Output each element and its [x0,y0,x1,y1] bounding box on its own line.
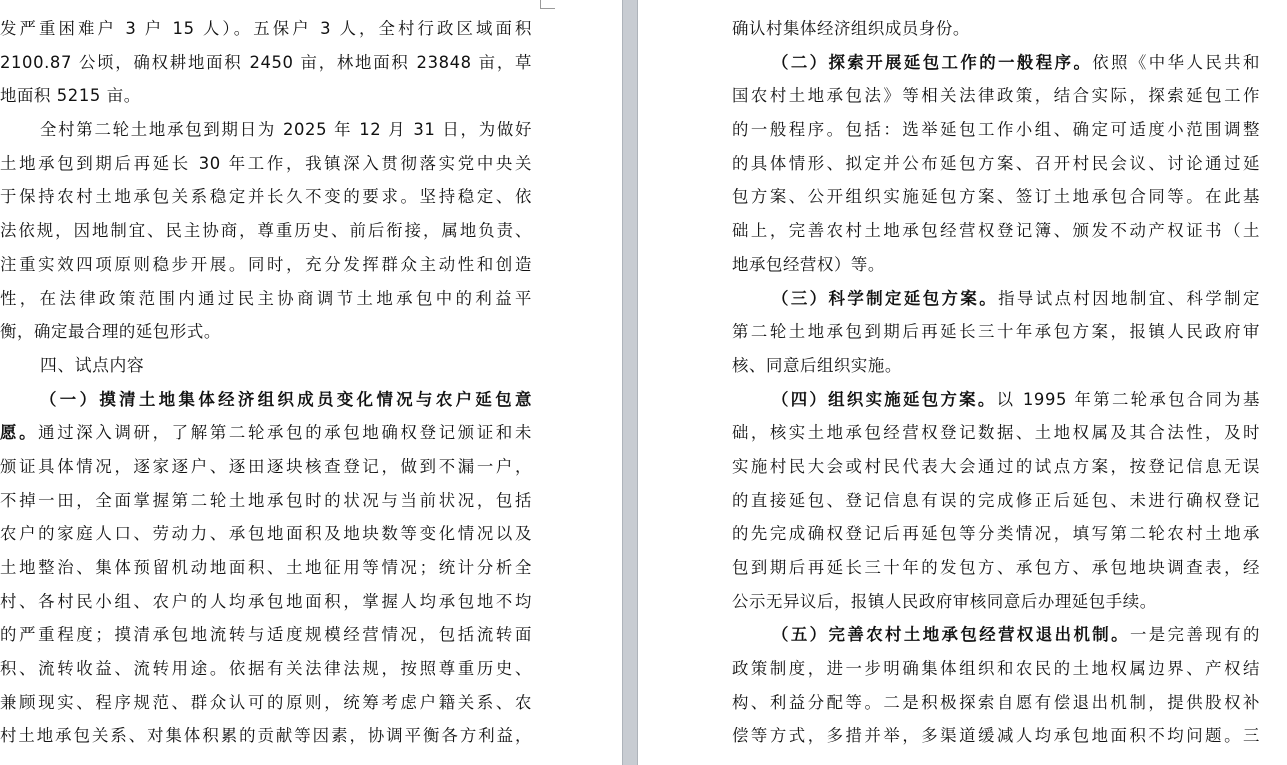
subsection-heading: （四）组织实施延包方案。 [772,389,997,409]
paragraph-text: 通过深入调研，了解第二轮承包的承包地确权登记颁证和未 [38,423,532,443]
paragraph-line: 第二轮土地承包到期后再延长三十年承包方案，报镇人民政府审 [732,322,1260,342]
subsection-heading: （五）完善农村土地承包经营权退出机制。 [772,625,1130,645]
paragraph-line: 于保持农村土地承包关系稳定并长久不变的要求。坚持稳定、依 [0,187,532,207]
page-corner-mark [540,0,555,9]
paragraph-line: 确认村集体经济组织成员身份。 [732,19,970,38]
page-left-text [0,12,532,753]
paragraph-line [732,282,1260,316]
paragraph-line: 实施村民大会或村民代表大会通过的试点方案，按登记信息无误 [732,456,1260,476]
section-heading: 四、试点内容 [40,354,145,375]
paragraph-line [0,416,532,450]
paragraph-text: 依照《中华人民共和 [1092,52,1260,72]
paragraph-line: 构、利益分配等。二是积极探索自愿有偿退出机制，提供股权补 [732,692,1260,712]
paragraph-line: 发严重困难户 3 户 15 人）。五保户 3 人，全村行政区域面积 [0,19,532,38]
paragraph-text: 指导试点村因地制宜、科学制定 [998,288,1260,308]
paragraph-line [732,383,1260,417]
paragraph-line: 公示无异议后，报镇人民政府审核同意后办理延包手续。 [732,591,1157,611]
paragraph-line: 包方案、公开组织实施延包方案、签订土地承包合同等。在此基 [732,187,1260,207]
paragraph-line: 的一般程序。包括：选举延包工作小组、确定可适度小范围调整 [732,120,1260,140]
paragraph-line: 土地承包到期后再延长 30 年工作，我镇深入贯彻落实党中央关 [0,153,532,173]
paragraph-line: 2100.87 公顷，确权耕地面积 2450 亩，林地面积 23848 亩，草 [0,52,532,72]
paragraph-line: 不掉一田，全面掌握第二轮土地承包时的状况与当前状况，包括 [0,490,532,510]
paragraph-line: 地面积 5215 亩。 [0,86,141,106]
paragraph-line: 衡，确定最合理的延包形式。 [0,322,221,342]
paragraph-text: 一是完善现有的 [1129,625,1260,645]
paragraph-line: 的严重程度；摸清承包地流转与适度规模经营情况，包括流转面 [0,625,532,645]
paragraph-line: 的先完成确权登记后再延包等分类情况，填写第二轮农村土地承 [732,524,1260,544]
page-gutter [622,0,638,765]
paragraph-line: 性，在法律政策范围内通过民主协商调节土地承包中的利益平 [0,288,532,308]
paragraph-line: 兼顾现实、程序规范、群众认可的原则，统筹考虑户籍关系、农 [0,692,532,712]
paragraph-line: 的直接延包、登记信息有误的完成修正后延包、未进行确权登记 [732,490,1260,510]
paragraph-line: 础上，完善农村土地承包经营权登记簿、颁发不动产权证书（土 [732,221,1260,241]
paragraph-line: 积、流转收益、流转用途。依据有关法律法规，按照尊重历史、 [0,659,532,679]
paragraph-line: 村土地承包关系、对集体积累的贡献等因素，协调平衡各方利益， [0,726,532,746]
paragraph-line: 法依规，因地制宜、民主协商，尊重历史、前后衔接，属地负责、 [0,221,532,241]
paragraph-line: 核、同意后组织实施。 [732,355,902,375]
paragraph-line: 础，核实土地承包经营权登记数据、土地权属及其合法性，及时 [732,423,1260,443]
paragraph-line: 农户的家庭人口、劳动力、承包地面积及地块数等变化情况以及 [0,524,532,544]
paragraph-line [732,46,1260,80]
paragraph-line: 注重实效四项原则稳步开展。同时，充分发挥群众主动性和创造 [0,254,532,274]
paragraph-line: 包到期后再延长三十年的发包方、承包方、承包地块调查表，经 [732,558,1260,577]
paragraph-line: 国农村土地承包法》等相关法律政策，结合实际，探索延包工作 [732,86,1260,106]
page-right-text [732,12,1260,753]
paragraph-line: 地承包经营权）等。 [732,254,885,274]
subsection-heading: （一）摸清土地集体经济组织成员变化情况与农户延包意 [40,389,532,409]
subsection-heading-tail: 愿。 [0,423,39,443]
paragraph-line: 政策制度，进一步明确集体组织和农民的土地权属边界、产权结 [732,659,1260,679]
paragraph-text: 以 1995 年第二轮承包合同为基 [996,389,1260,409]
document-page-right [638,0,1287,765]
subsection-heading: （二）探索开展延包工作的一般程序。 [772,52,1093,72]
paragraph-line: 全村第二轮土地承包到期日为 2025 年 12 月 31 日，为做好 [40,120,532,140]
subsection-heading: （三）科学制定延包方案。 [772,288,999,308]
paragraph-line: 村、各村民小组、农户的人均承包地面积，掌握人均承包地不均 [0,591,532,611]
paragraph-line [732,618,1260,652]
paragraph-line: 土地整治、集体预留机动地面积、土地征用等情况；统计分析全 [0,558,532,577]
document-page-left [0,0,622,765]
paragraph-line: 的具体情形、拟定并公布延包方案、召开村民会议、讨论通过延 [732,153,1260,173]
paragraph-line: 颁证具体情况，逐家逐户、逐田逐块核查登记，做到不漏一户， [0,456,532,476]
paragraph-line: 偿等方式，多措并举，多渠道缓减人均承包地面积不均问题。三 [732,726,1260,746]
